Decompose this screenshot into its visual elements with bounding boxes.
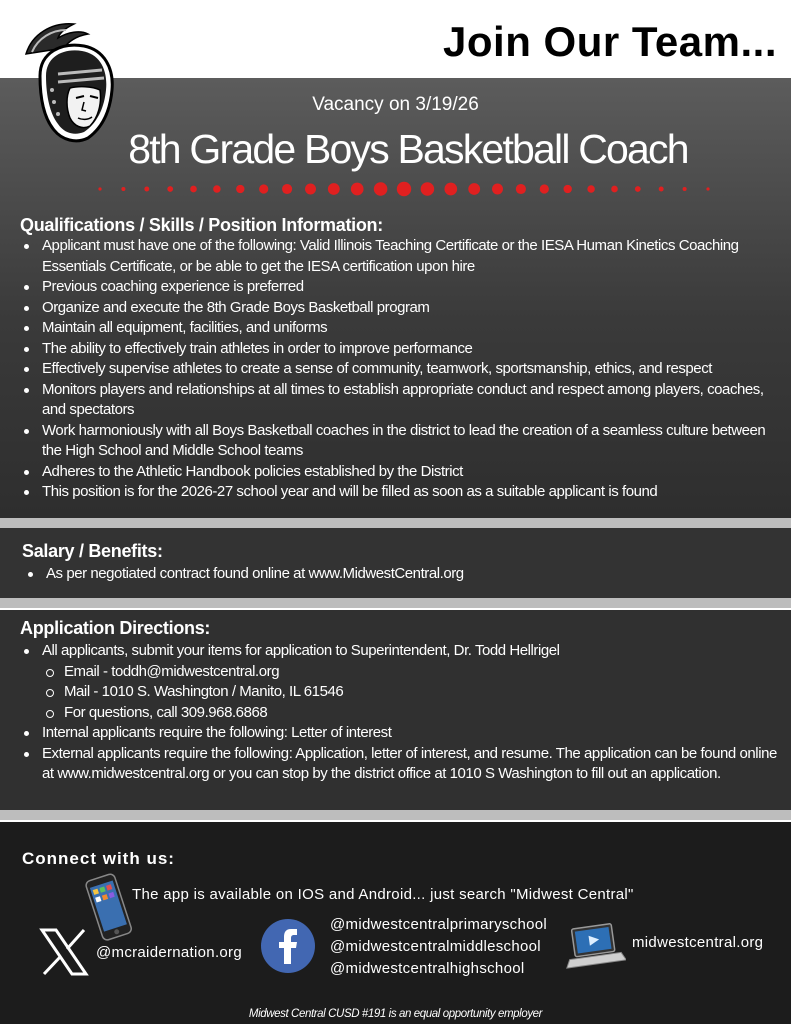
list-item: Adheres to the Athletic Handbook policies established by the District [20,462,780,483]
facebook-icon [260,918,316,974]
qualifications-heading: Qualifications / Skills / Position Information: [20,215,383,235]
decorative-dot [683,187,687,191]
facebook-handle-primary[interactable]: @midwestcentralprimaryschool [330,916,548,933]
decorative-dot [98,187,101,190]
list-item: Monitors players and relationships at all times to establish appropriate conduct and respect among players, coaches, and spectators [20,380,780,421]
app-availability-text: The app is available on IOS and Android... just search "Midwest Central" [132,886,634,903]
decorative-dot [444,183,457,196]
footer-text: Midwest Central CUSD #191 is an equal opportunity employer [248,1008,543,1020]
knight-helmet-logo [18,16,122,146]
list-item: Maintain all equipment, facilities, and uniforms [20,318,780,339]
decorative-dot [587,185,595,193]
list-item [20,641,780,723]
contact-sublist [42,662,780,724]
decorative-dot [564,185,572,193]
laptop-icon [564,920,626,972]
list-item: This position is for the 2026-27 school year and will be filled as soon as a suitable applicant is found [20,482,780,503]
list-item: Effectively supervise athletes to create a sense of community, teamwork, sportsmanship, ethics, and respect [20,359,780,380]
decorative-dot-line [94,180,714,198]
decorative-dot [167,186,173,192]
divider [0,518,791,528]
qualifications-list [20,236,780,503]
divider [0,810,791,820]
decorative-dot [351,183,364,196]
connect-heading: Connect with us: [22,849,175,868]
x-handle[interactable]: @mcraidernation.org [96,944,242,961]
facebook-handle-high[interactable]: @midwestcentralhighschool [330,960,525,977]
decorative-dot [328,183,340,195]
salary-heading: Salary / Benefits: [22,541,163,561]
list-item: Previous coaching experience is preferred [20,277,780,298]
decorative-dot [397,182,411,196]
list-item: Work harmoniously with all Boys Basketball coaches in the district to lead the creation of a seamless culture between the High School and Middle School teams [20,421,780,462]
decorative-dot [635,186,641,192]
page-title: Join Our Team... [443,18,777,65]
list-item: Internal applicants require the following: Letter of interest [20,723,780,744]
application-list [20,641,780,785]
website-link[interactable]: midwestcentral.org [632,934,764,951]
facebook-handles [330,914,547,980]
decorative-dot [282,184,292,194]
decorative-dot [611,186,618,193]
decorative-dot [236,185,244,193]
list-item: As per negotiated contract found online at www.MidwestCentral.org [24,564,764,585]
decorative-dot [190,186,197,193]
list-item: Applicant must have one of the following: Valid Illinois Teaching Certificate or the IESA Human Kinetics Coaching Essentials Certificate, or be able to get the IESA certification upon hire [20,236,780,277]
list-item: The ability to effectively train athletes in order to improve performance [20,339,780,360]
decorative-dot [516,184,526,194]
decorative-dot [121,187,125,191]
decorative-dot [374,182,388,196]
list-item: External applicants require the following: Application, letter of interest, and resume. The application can be found online at www.midwestcentral.org or you can stop by the district office at 1010 S Washington to fill out an application. [20,744,780,785]
contact-mail: Mail - 1010 S. Washington / Manito, IL 61546 [42,682,780,703]
x-logo-icon [38,926,90,978]
salary-panel [0,528,791,598]
decorative-dot [305,184,316,195]
list-item: Organize and execute the 8th Grade Boys Basketball program [20,298,780,319]
facebook-handle-middle[interactable]: @midwestcentralmiddleschool [330,938,541,955]
decorative-dot [659,187,664,192]
decorative-dot [706,187,709,190]
job-title: 8th Grade Boys Basketball Coach [128,126,688,172]
decorative-dot [540,184,549,193]
decorative-dot [259,184,268,193]
decorative-dot [144,187,149,192]
decorative-dot [421,182,435,196]
decorative-dot [213,185,221,193]
decorative-dot [492,184,503,195]
contact-phone: For questions, call 309.968.6868 [42,703,780,724]
contact-email: Email - toddh@midwestcentral.org [42,662,780,683]
decorative-dot [468,183,480,195]
divider [0,598,791,608]
salary-list [24,564,764,585]
list-item-text: All applicants, submit your items for application to Superintendent, Dr. Todd Hellrigel [42,642,560,659]
vacancy-date: Vacancy on 3/19/26 [312,94,479,115]
application-heading: Application Directions: [20,618,211,638]
